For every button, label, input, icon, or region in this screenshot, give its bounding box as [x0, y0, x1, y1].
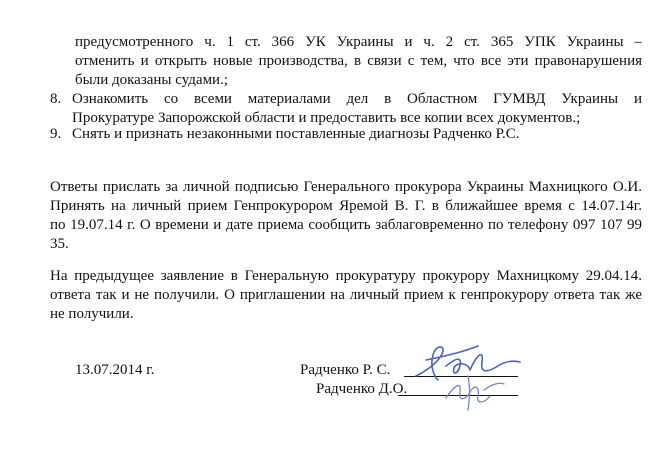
text-line: по 19.07.14 г. О времени и дате приема сообщить заблаговременно по телефону 097 107 99 [50, 217, 642, 233]
text-line: были доказаны судами.; [75, 72, 229, 88]
list-item-number: 9. [50, 126, 62, 142]
signatory-name: Радченко Д.О. [316, 381, 408, 397]
text-line: отменить и открыть новые производства, в связи с тем, что все эти правонарушения [75, 53, 642, 69]
text-line: Ознакомить со всеми материалами дел в Областном ГУМВД Украины и [72, 91, 642, 107]
text-line: Прокуратуре Запорожской области и предоставить все копии всех документов.; [72, 110, 581, 126]
list-item [50, 125, 642, 144]
handwritten-signature-2 [440, 370, 510, 414]
paragraph [50, 267, 642, 324]
text-line: предусмотренного ч. 1 ст. 366 УК Украины и ч. 2 ст. 365 УПК Украины – [75, 34, 642, 50]
text-line: Принять на личный прием Генпрокурором Яремой В. Г. в ближайшее время с 14.07.14г. [50, 198, 642, 214]
list-item [50, 90, 642, 128]
text-line: ответа так и не получили. О приглашении на личный прием к генпрокурору ответа так же [50, 287, 642, 303]
paragraph [50, 178, 642, 254]
text-line: не получили. [50, 306, 134, 322]
list-item-number: 8. [50, 91, 62, 107]
signatory-name: Радченко Р. С. [300, 362, 391, 378]
text-line: Снять и признать незаконными поставленные диагнозы Радченко Р.С. [72, 126, 520, 142]
document-date: 13.07.2014 г. [75, 362, 155, 378]
text-line: На предыдущее заявление в Генеральную прокуратуру прокурору Махницкому 29.04.14. [50, 268, 642, 284]
text-line: 35. [50, 236, 69, 252]
text-line: Ответы прислать за личной подписью Генерального прокурора Украины Махницкого О.И. [50, 179, 642, 195]
list-item-continuation [75, 33, 642, 90]
